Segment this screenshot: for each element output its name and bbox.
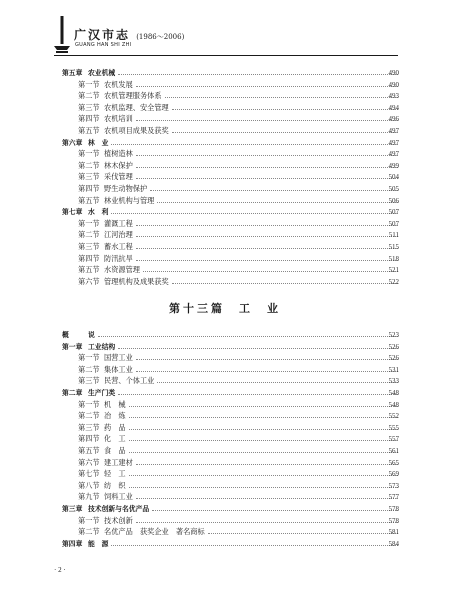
toc-dot-leader [111,545,398,546]
toc-entry-label [78,171,133,183]
toc-dot-leader [157,382,398,383]
toc-entry-number: 第二节 [78,160,100,170]
toc-entry-title: 食 品 [104,446,126,455]
toc-entry-label [78,264,140,276]
toc-entry-number: 第三章 [62,505,83,513]
toc-section-row[interactable] [0,160,450,172]
toc-section-row[interactable] [0,90,450,102]
toc-dot-leader [143,271,398,272]
toc-entry-number: 第二节 [78,527,100,537]
toc-entry-title: 水资源管理 [104,265,140,275]
toc-page-number: 522 [388,277,399,286]
toc-dot-leader [208,533,398,534]
toc-entry-title: 采伐管理 [104,172,133,182]
toc-section-row[interactable] [0,468,450,480]
toc-entry-number: 第四节 [78,253,100,263]
toc-dot-leader [150,190,398,191]
toc-section-row[interactable] [0,125,450,137]
toc-entry-number: 第六章 [62,138,83,147]
toc-entry-number: 第二章 [62,389,83,397]
toc-section-row[interactable] [0,241,450,253]
toc-chapter-row[interactable] [0,503,450,515]
toc-entry-title: 野生动物保护 [104,184,148,193]
toc-section-row[interactable] [0,276,450,288]
toc-dot-leader [136,236,398,237]
toc-dot-leader [129,429,398,430]
toc-entry-number: 第四节 [78,114,100,124]
toc-page-number: 521 [388,266,399,275]
toc-entry-number: 第三节 [78,172,100,182]
toc-chapter-row[interactable] [0,67,450,79]
toc-page-number: 552 [388,412,399,421]
toc-entry-number: 第二节 [78,230,100,240]
toc-entry-title: 民营、个体工业 [104,376,155,386]
toc-dot-leader [111,213,398,214]
toc-entry-title: 能 源 [88,539,109,548]
toc-entry-label [78,399,126,411]
toc-entry-title: 林 业 [88,138,109,147]
toc-entry-label [78,113,133,125]
toc-dot-leader [111,144,398,145]
book-title: 广汉市志 (1986～2006) [74,28,185,42]
toc-entry-label [78,445,126,457]
toc-page-number: 533 [388,377,399,386]
toc-entry-number: 第一章 [62,342,83,351]
toc-entry-label [62,387,115,399]
toc-page-number: 577 [388,493,399,502]
toc-entry-label [78,480,126,492]
toc-dot-leader [129,475,398,476]
toc-dot-leader [136,371,398,372]
toc-page-number: 561 [388,447,399,455]
toc-entry-number: 第三节 [78,242,100,251]
toc-entry-label [78,160,133,172]
toc-page-number: 497 [388,127,399,135]
toc-entry-label [62,67,115,79]
toc-entry-label [62,341,115,353]
toc-section-row[interactable] [0,364,450,376]
toc-page-number: 511 [388,231,399,240]
toc-entry-title: 建工建材 [104,457,133,467]
toc-entry-number: 第六节 [78,457,100,467]
toc-page-number: 493 [388,92,399,101]
toc-entry-label [78,90,162,102]
toc-section-row[interactable] [0,171,450,183]
toc-dot-leader [118,348,398,349]
toc-dot-leader [136,120,398,121]
toc-entry-number: 第五节 [78,195,100,205]
book-title-pinyin: GUANG HAN SHI ZHI [75,42,132,48]
toc-entry-label [78,491,133,503]
toc-chapter-row[interactable] [0,206,450,218]
toc-page-number: 548 [388,400,399,409]
toc-dot-leader [136,464,398,465]
toc-entry-title: 江河治理 [104,230,133,240]
toc-dot-leader [152,510,398,511]
toc-page-number: 515 [388,243,399,251]
toc-entry-label [78,229,133,241]
toc-entry-number: 第三节 [78,102,100,112]
toc-entry-number: 第七章 [62,208,83,217]
toc-dot-leader [129,417,398,418]
toc-entry-label [62,538,108,550]
toc-section-row[interactable] [0,113,450,125]
toc-entry-title: 技术创新与名优产品 [88,505,150,513]
toc-dot-leader [157,202,398,203]
toc-dot-leader [165,97,398,98]
toc-entry-title: 管理机构及成果获奖 [104,276,169,286]
toc-entry-title: 农机管理服务体系 [104,91,162,101]
toc-section-row[interactable] [0,264,450,276]
toc-entry-label [78,468,126,480]
toc-section-row[interactable] [0,480,450,492]
toc-entry-label [78,352,133,364]
toc-page-number: 569 [388,470,399,479]
toc-entry-label [78,433,126,445]
toc-page-number: 490 [388,69,399,77]
book-logo-icon [54,16,70,56]
toc-page-number: 505 [388,185,399,193]
toc-dot-leader [136,522,398,523]
toc-dot-leader [172,283,398,284]
toc-section-row[interactable] [0,433,450,445]
toc-entry-label [78,195,154,207]
toc-entry-number: 第二节 [78,364,100,374]
page-number: · 2 · [54,566,66,574]
toc-entry-number: 第三节 [78,376,100,386]
toc-page-number: 573 [388,481,399,490]
toc-page-number: 523 [388,331,399,339]
toc-page-number: 531 [388,365,399,374]
toc-entry-number: 第五节 [78,446,100,455]
toc-entry-title: 农机项目成果及获奖 [104,126,169,135]
toc-page-number: 578 [388,505,399,513]
toc-section-row[interactable] [0,195,450,207]
toc-section-row[interactable] [0,79,450,91]
toc-entry-title: 农业机械 [88,69,116,77]
toc-entry-label [78,79,133,91]
toc-section-row[interactable] [0,445,450,457]
toc-entry-label [78,364,133,376]
toc-section-row[interactable] [0,375,450,387]
page-header [0,0,450,70]
toc-section-row[interactable] [0,526,450,538]
toc-entry-title: 机 械 [104,399,126,409]
toc-entry-number: 第九节 [78,492,100,502]
toc-page-number: 507 [388,208,399,217]
toc-entry-title: 林木保护 [104,160,133,170]
toc-page-number: 526 [388,342,399,351]
toc-entry-number: 第三节 [78,422,100,432]
toc-page-number: 526 [388,354,399,363]
toc-section-row[interactable] [0,102,450,114]
toc-chapter-row[interactable] [0,329,450,341]
toc-entry-title: 国营工业 [104,353,133,363]
toc-entry-label [78,148,133,160]
toc-entry-number: 第四章 [62,539,83,548]
toc-page-number: 518 [388,254,399,263]
toc-entry-title: 技术创新 [104,515,133,525]
toc-entry-label [62,329,95,341]
toc-chapter-row[interactable] [0,137,450,149]
toc-entry-label [78,241,133,253]
part-title: 第十三篇 工 业 [169,302,281,315]
toc-entry-label [78,422,126,434]
toc-page-number: 494 [388,103,399,112]
toc-entry-number: 第四节 [78,434,100,444]
toc-dot-leader [136,248,398,249]
toc-entry-label [78,515,133,527]
toc-entry-number: 第二节 [78,411,100,421]
toc-entry-title: 林业机构与管理 [104,195,155,205]
toc-page-number: 555 [388,423,399,432]
toc-dot-leader [136,167,398,168]
toc-dot-leader [136,260,398,261]
toc-section-row[interactable] [0,515,450,527]
toc-entry-label [78,375,154,387]
toc-section-row[interactable] [0,253,450,265]
toc-entry-number: 第一节 [78,399,100,409]
toc-page-number: 506 [388,196,399,205]
toc-section-row[interactable] [0,410,450,422]
toc-page-number: 578 [388,516,399,525]
toc-entry-label [78,125,169,137]
toc-entry-number: 第五章 [62,69,83,77]
toc-page-number: 496 [388,115,399,124]
toc-section-row[interactable] [0,229,450,241]
toc-entry-label [78,102,169,114]
header-rule [54,55,398,56]
toc-entry-title: 植树造林 [104,149,133,159]
toc-entry-number: 第五节 [78,265,100,275]
toc-entry-title: 农机监理、安全管理 [104,102,169,112]
toc-entry-title: 防汛抗旱 [104,253,133,263]
toc-entry-label [62,503,149,515]
toc-entry-title: 集体工业 [104,364,133,374]
toc-section-row[interactable] [0,148,450,160]
toc-section-row[interactable] [0,183,450,195]
toc-dot-leader [118,394,398,395]
toc-entry-title: 名优产品 获奖企业 著名商标 [104,527,205,537]
toc-dot-leader [98,336,398,337]
toc-dot-leader [136,178,398,179]
toc-dot-leader [136,359,398,360]
toc-dot-leader [129,440,398,441]
toc-entry-number: 第六节 [78,276,100,286]
toc-section-row[interactable] [0,352,450,364]
toc-page-number: 565 [388,458,399,467]
toc-entry-title: 纺 织 [104,480,126,490]
toc-chapter-row[interactable] [0,341,450,353]
toc-entry-label [78,526,205,538]
toc-entry-label [78,253,133,265]
toc-entry-label [78,218,133,230]
toc-page-number: 497 [388,138,399,147]
toc-page-number: 497 [388,150,399,159]
toc-entry-number: 第八节 [78,480,100,490]
toc-page-number: 499 [388,161,399,170]
toc-entry-title: 工业结构 [88,342,116,351]
toc-entry-title: 说 [88,331,95,339]
toc-page-number: 490 [388,80,399,89]
toc-dot-leader [129,406,398,407]
toc-entry-number: 第一节 [78,515,100,525]
toc-entry-title: 水 利 [88,208,109,217]
toc-entry-title: 生产门类 [88,389,116,397]
toc-page-number: 584 [388,539,399,548]
toc-entry-label [78,276,169,288]
toc-dot-leader [118,74,398,75]
toc-dot-leader [172,109,398,110]
toc-page-number: 507 [388,219,399,228]
toc-entry-number: 第二节 [78,91,100,101]
toc-dot-leader [172,132,398,133]
toc-entry-title: 轻 工 [104,469,126,479]
toc-page-number: 557 [388,435,399,444]
toc-section-row[interactable] [0,422,450,434]
toc-entry-title: 灌溉工程 [104,218,133,228]
toc-entry-number: 第一节 [78,79,100,89]
toc-entry-title: 化 工 [104,434,126,444]
toc-entry-number: 第一节 [78,149,100,159]
toc-dot-leader [129,452,398,453]
toc-entry-number: 第四节 [78,184,100,193]
toc-dot-leader [136,86,398,87]
toc-dot-leader [136,498,398,499]
toc-entry-number: 概 [62,331,69,339]
toc-section-row[interactable] [0,457,450,469]
toc-section-row[interactable] [0,399,450,411]
toc-dot-leader [136,225,398,226]
toc-entry-title: 蓄水工程 [104,242,133,251]
toc-entry-title: 饲料工业 [104,492,133,502]
toc-entry-label [62,137,108,149]
toc-entry-label [78,457,133,469]
toc-entry-number: 第一节 [78,353,100,363]
toc-entry-number: 第七节 [78,469,100,479]
toc-chapter-row[interactable] [0,387,450,399]
toc-page-number: 548 [388,389,399,397]
toc-entry-label [62,206,108,218]
toc-entry-title: 农机发展 [104,79,133,89]
book-years: (1986～2006) [136,33,185,41]
toc-entry-label [78,410,126,422]
toc-entry-title: 冶 炼 [104,411,126,421]
toc-entry-number: 第五节 [78,126,100,135]
toc-dot-leader [136,155,398,156]
toc-dot-leader [129,487,398,488]
toc-section-row[interactable] [0,491,450,503]
toc-section-row[interactable] [0,218,450,230]
toc-entry-title: 农机培训 [104,114,133,124]
toc-page-number: 581 [388,528,399,537]
toc-page-number: 504 [388,173,399,182]
toc-chapter-row[interactable] [0,538,450,550]
toc-entry-label [78,183,147,195]
toc-entry-title: 药 品 [104,422,126,432]
toc-entry-number: 第一节 [78,218,100,228]
